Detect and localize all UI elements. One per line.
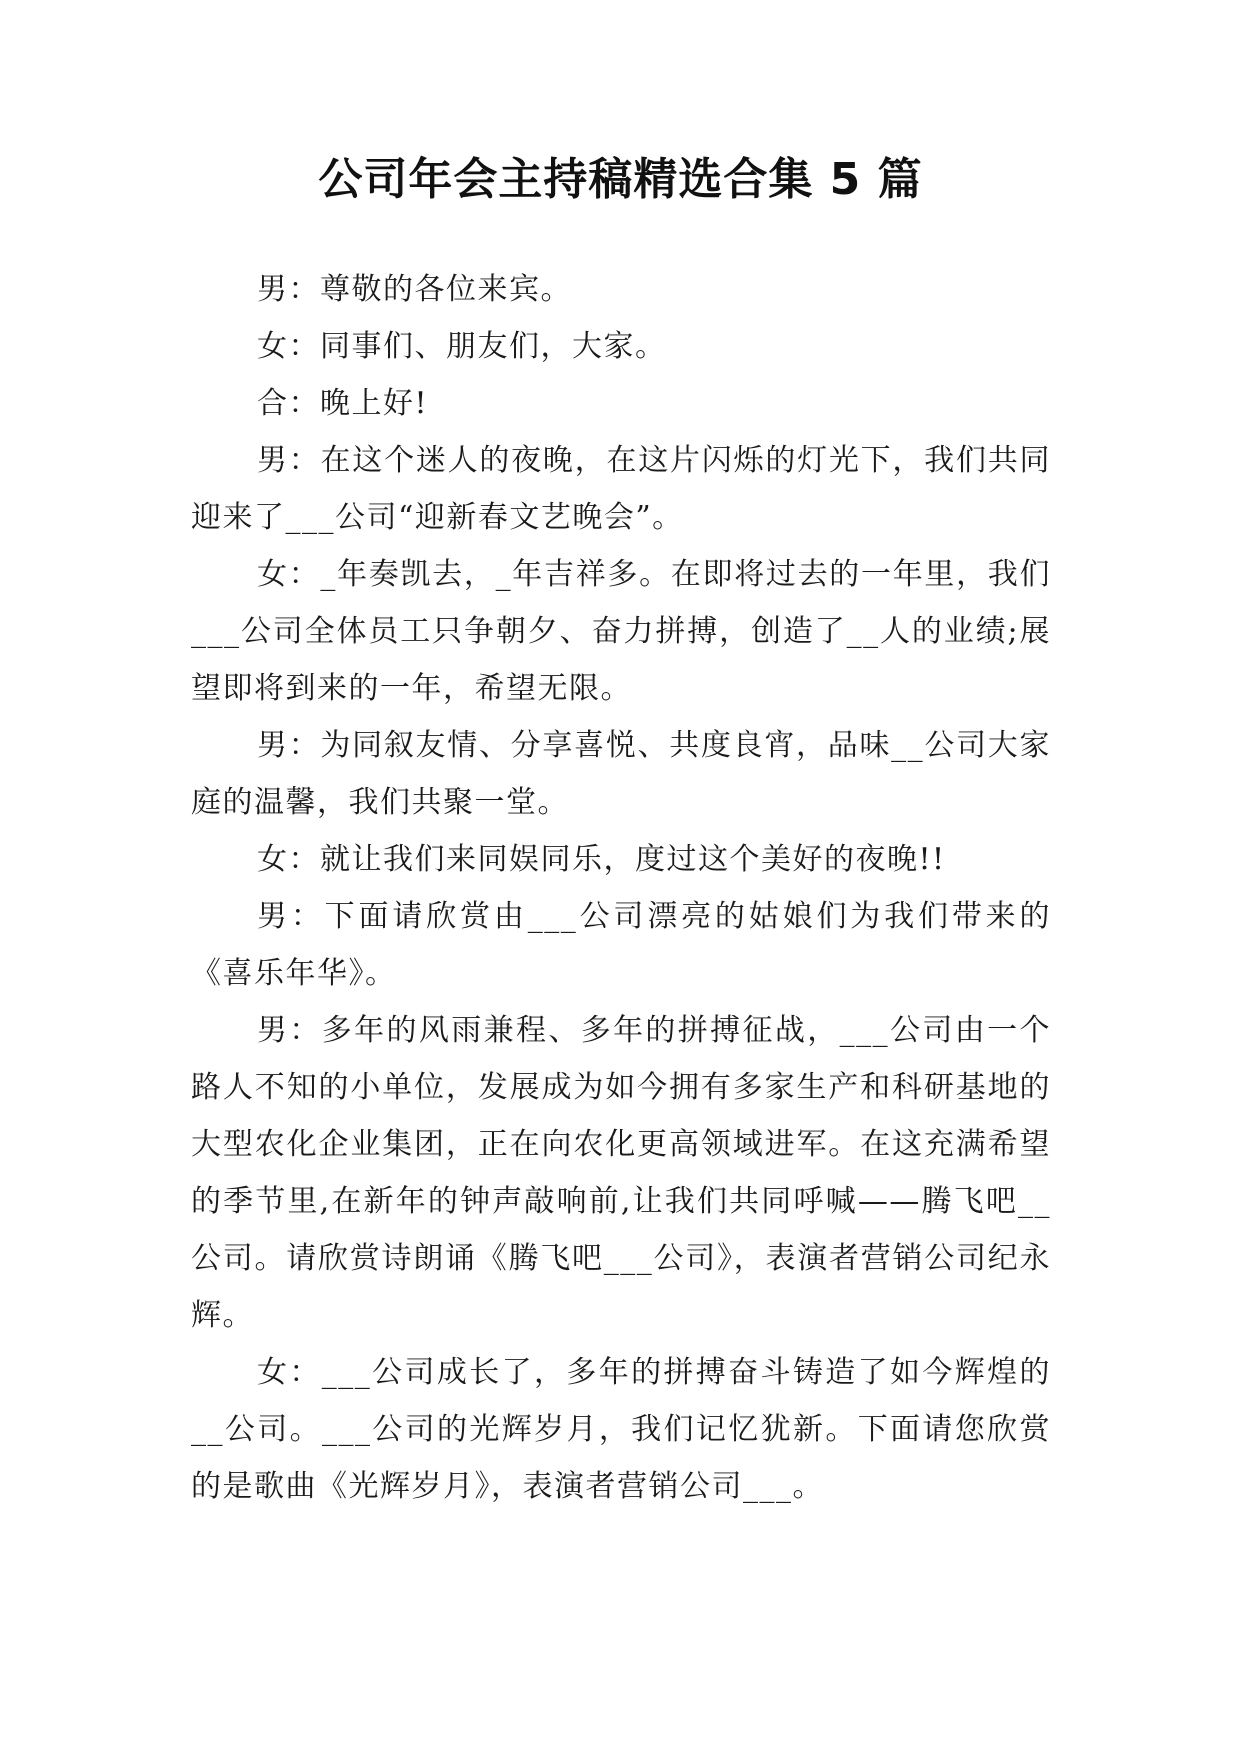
paragraph: 合：晚上好!	[257, 386, 429, 421]
paragraph: 男：下面请欣赏由___公司漂亮的姑娘们为我们带来的《喜乐年华》。	[191, 899, 1051, 991]
paragraph: 女：同事们、朋友们，大家。	[257, 329, 667, 364]
paragraph: 男：在这个迷人的夜晚，在这片闪烁的灯光下，我们共同迎来了___公司“迎新春文艺晚会”。	[191, 443, 1051, 535]
paragraph: 男：尊敬的各位来宾。	[257, 272, 572, 307]
document-body	[191, 261, 1051, 1515]
document-title: 公司年会主持稿精选合集 5 篇	[318, 154, 923, 205]
paragraph: 女：就让我们来同娱同乐，度过这个美好的夜晚!!	[257, 842, 946, 877]
paragraph: 女：_年奏凯去，_年吉祥多。在即将过去的一年里，我们___公司全体员工只争朝夕、奋力拼搏，创造了__人的业绩;展望即将到来的一年，希望无限。	[191, 557, 1051, 706]
paragraph: 男：为同叙友情、分享喜悦、共度良宵，品味__公司大家庭的温馨，我们共聚一堂。	[191, 728, 1051, 820]
paragraph: 女：___公司成长了，多年的拼搏奋斗铸造了如今辉煌的__公司。___公司的光辉岁月，我们记忆犹新。下面请您欣赏的是歌曲《光辉岁月》，表演者营销公司___。	[191, 1355, 1051, 1504]
paragraph: 男：多年的风雨兼程、多年的拼搏征战，___公司由一个路人不知的小单位，发展成为如今拥有多家生产和科研基地的大型农化企业集团，正在向农化更高领域进军。在这充满希望的季节里,在新年的钟声敲响前,让我们共同呼喊——腾飞吧__公司。请欣赏诗朗诵《腾飞吧___公司》，表演者营销公司纪永辉。	[191, 1013, 1051, 1333]
